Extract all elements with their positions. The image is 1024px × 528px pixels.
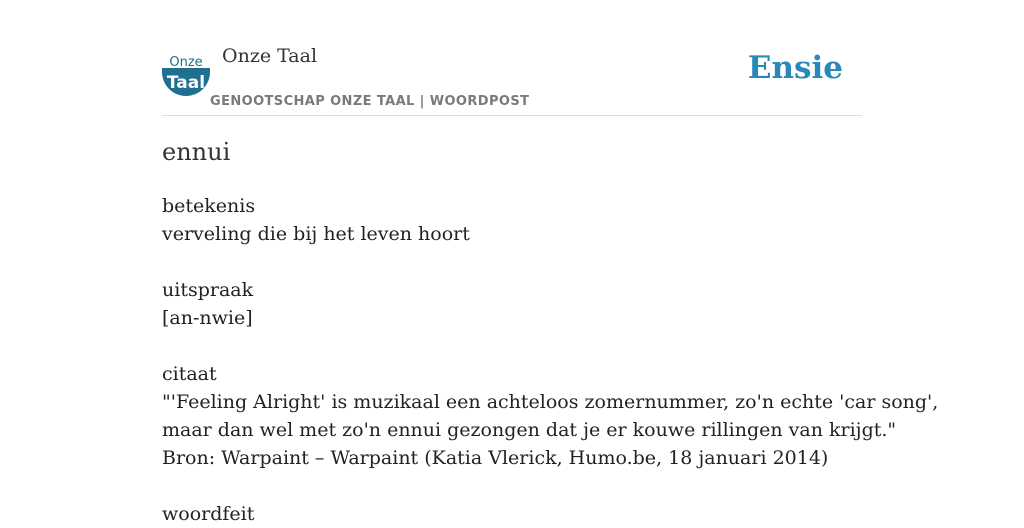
meaning-text: verveling die bij het leven hoort <box>162 223 470 245</box>
logo-top-text: Onze <box>169 55 203 70</box>
site-name[interactable]: Onze Taal <box>222 45 318 67</box>
header-divider <box>162 115 862 116</box>
quote-line-2: maar dan wel met zo'n ennui gezongen dat je er kouwe rillingen van krijgt." <box>162 419 897 441</box>
page <box>162 0 939 525</box>
spacer <box>162 332 862 360</box>
entry-content <box>162 192 939 528</box>
meaning-label: betekenis <box>162 195 256 217</box>
spacer <box>162 472 862 500</box>
pronunciation-label: uitspraak <box>162 279 254 301</box>
word-fact-label: woordfeit <box>162 503 255 525</box>
site-subtitle: GENOOTSCHAP ONZE TAAL | WOORDPOST <box>210 94 530 109</box>
ensie-brand-link[interactable]: Ensie <box>747 50 843 86</box>
logo-bottom-text: Taal <box>166 73 206 93</box>
quote-label: citaat <box>162 363 217 385</box>
spacer <box>162 248 862 276</box>
entry-title: ennui <box>162 138 231 166</box>
onze-taal-logo-icon[interactable] <box>162 52 210 96</box>
quote-line-1: "'Feeling Alright' is muzikaal een achteloos zomernummer, zo'n echte 'car song', <box>162 391 939 413</box>
quote-source: Bron: Warpaint – Warpaint (Katia Vlerick, Humo.be, 18 januari 2014) <box>162 447 829 469</box>
pronunciation-text: [an-nwie] <box>162 307 253 329</box>
